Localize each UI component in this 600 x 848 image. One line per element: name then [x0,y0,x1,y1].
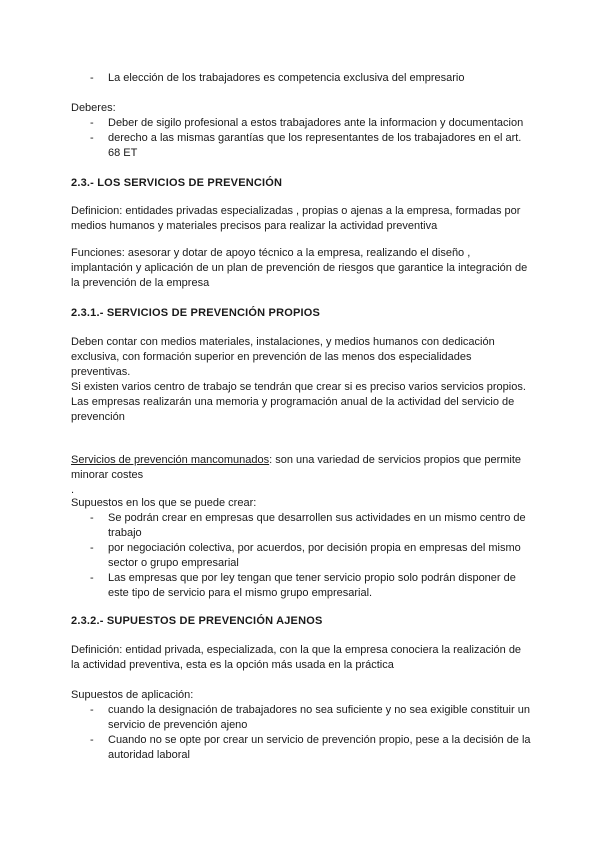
aplicacion-list [71,703,531,763]
s232-definicion: Definición: entidad privada, especializada, con la que la empresa conociera la realización de la actividad preventiva, esta es la opción más usada en la práctica [71,644,522,671]
dot-line: . [71,484,75,496]
s23-funciones: Funciones: asesorar y dotar de apoyo técnico a la empresa, realizando el diseño , implantación y aplicación de un plan de prevención de riesgos que garantice la integración de la prevención de la empresa [71,247,528,289]
list-item: - derecho a las mismas garantías que los representantes de los trabajadores en el art. 68 ET [90,132,522,159]
s23-definicion: Definicion: entidades privadas especializadas , propias o ajenas a la empresa, formadas por medios humanos y materiales precisos para realizar la actividad preventiva [71,205,521,232]
list-item: - La elección de los trabajadores es competencia exclusiva del empresario [90,72,465,84]
list-item: - Deber de sigilo profesional a estos trabajadores ante la informacion y documentacion [90,117,524,129]
supuestos-block [71,496,531,601]
deberes-label: Deberes: [71,102,116,114]
deberes-list [71,116,531,161]
aplicacion-block [71,688,531,763]
mancomunados-term: Servicios de prevención mancomunados [71,454,270,466]
mancomunados-para: Servicios de prevención mancomunados: son una variedad de servicios propios que permite minorar costes [71,454,522,481]
top-list [71,71,531,86]
list-item: - por negociación colectiva, por acuerdos, por decisión propia en empresas del mismo sector o grupo empresarial [90,542,521,569]
list-item: - cuando la designación de trabajadores no sea suficiente y no sea exigible constituir un servicio de prevención ajeno [90,704,530,731]
deberes-block [71,101,531,161]
s231-para2: Si existen varios centro de trabajo se tendrán que crear si es preciso varios servicios propios. [71,381,526,393]
heading-2-3-2: 2.3.2.- SUPUESTOS DE PREVENCIÓN AJENOS [71,615,323,627]
s231-para1: Deben contar con medios materiales, instalaciones, y medios humanos con dedicación exclusiva, con formación superior en prevención de las menos dos especialidades preventivas. [71,336,495,378]
list-item: - Cuando no se opte por crear un servicio de prevención propio, pese a la decisión de la autoridad laboral [90,734,531,761]
heading-2-3: 2.3.- LOS SERVICIOS DE PREVENCIÓN [71,177,283,189]
supuestos-label: Supuestos en los que se puede crear: [71,497,257,509]
supuestos-list [71,511,531,601]
s231-paragraphs [71,335,531,425]
list-item: - Las empresas que por ley tengan que tener servicio propio solo podrán disponer de este tipo de servicio para el mismo grupo empresarial. [90,572,516,599]
heading-2-3-1: 2.3.1.- SERVICIOS DE PREVENCIÓN PROPIOS [71,307,321,319]
s231-para3: Las empresas realizarán una memoria y programación anual de la actividad del servicio de prevención [71,396,515,423]
list-item: - Se podrán crear en empresas que desarrollen sus actividades en un mismo centro de trabajo [90,512,526,539]
aplicacion-label: Supuestos de aplicación: [71,689,194,701]
